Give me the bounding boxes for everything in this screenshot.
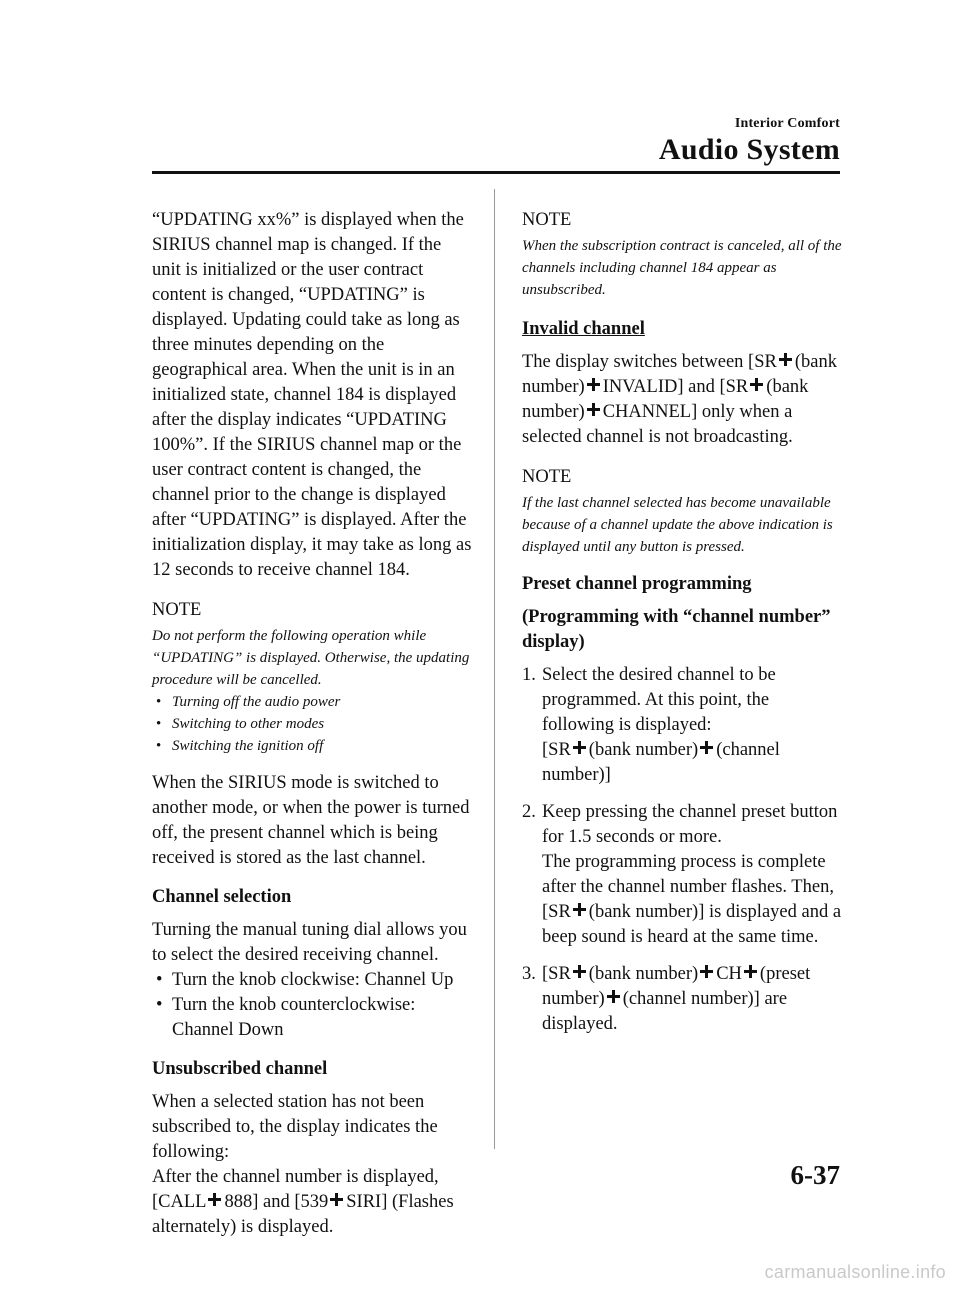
chapter-title: Audio System xyxy=(658,133,840,166)
step-text: Select the desired channel to be programmed. At this point, the following is displayed: xyxy=(542,665,776,735)
text-run: SIRI] (Flashes alternately) is displayed. xyxy=(152,1192,454,1237)
step-text: Keep pressing the channel preset button for 1.5 seconds or more. xyxy=(542,802,838,847)
step-item xyxy=(522,663,842,788)
text-run: (bank number)] is displayed and a beep sound is heard at the same time. xyxy=(542,902,842,947)
note-list-item: • Switching to other modes xyxy=(152,713,474,735)
step-number: 1. xyxy=(522,665,536,685)
left-column xyxy=(152,208,474,1250)
note-block xyxy=(152,625,474,757)
steps-list xyxy=(522,663,842,1037)
step-number: 2. xyxy=(522,802,536,822)
updating-paragraph: “UPDATING xx%” is displayed when the SIRIUS channel map is changed. If the unit is initialized or the user contract content is changed, “UPDATING” is displayed. Updating could take as long as three minutes depending on the geographical area. When the unit is in an initialized state, channel 184 is displayed after the display indicates “UPDATING 100%”. If the SIRIUS channel map or the user contract content is changed, the channel prior to the change is displayed after “UPDATING” is displayed. After the initialization display, it may take as long as 12 seconds to receive channel 184. xyxy=(152,210,472,580)
text-run: After the channel number is displayed, [CALL xyxy=(152,1167,439,1212)
text-run: 888] and [539 xyxy=(224,1192,329,1212)
note-label: NOTE xyxy=(522,467,572,487)
text-run: The display switches between [SR xyxy=(522,352,777,372)
text-run: (bank number) xyxy=(522,352,837,397)
plus-icon xyxy=(779,353,792,366)
note-list-item: • Switching the ignition off xyxy=(152,735,474,757)
mode-switch-paragraph: When the SIRIUS mode is switched to another mode, or when the power is turned off, the present channel which is being received is stored as the last channel. xyxy=(152,773,470,868)
plus-icon xyxy=(744,965,757,978)
bullet-list xyxy=(152,968,474,1043)
text-run: (bank number) xyxy=(522,377,809,422)
plus-icon xyxy=(750,378,763,391)
note-text: If the last channel selected has become unavailable because of a channel update the above indication is displayed until any button is pressed. xyxy=(522,495,833,555)
text-run: (channel number)] are displayed. xyxy=(542,989,788,1034)
bullet-item: • Turn the knob clockwise: Channel Up xyxy=(152,968,474,993)
preset-programming-heading: Preset channel programming xyxy=(522,574,752,594)
plus-icon xyxy=(208,1193,221,1206)
note-text: Do not perform the following operation while “UPDATING” is displayed. Otherwise, the updating procedure will be cancelled. xyxy=(152,628,470,688)
step-number: 3. xyxy=(522,964,536,984)
call-display-paragraph xyxy=(152,1165,474,1240)
text-run: (channel number)] xyxy=(542,740,780,785)
step-item xyxy=(522,800,842,950)
plus-icon xyxy=(587,378,600,391)
page-header xyxy=(659,116,840,167)
step-item xyxy=(522,962,842,1037)
unsubscribed-paragraph: When a selected station has not been subscribed to, the display indicates the following: xyxy=(152,1092,438,1162)
note-list-item: • Turning off the audio power xyxy=(152,691,474,713)
page-number: 6-37 xyxy=(790,1160,840,1190)
plus-icon xyxy=(573,741,586,754)
invalid-channel-paragraph xyxy=(522,350,842,450)
text-run: [SR xyxy=(542,902,571,922)
text-run: CH xyxy=(716,964,742,984)
section-label: Interior Comfort xyxy=(734,116,840,131)
watermark-text: carmanualsonline.info xyxy=(764,1262,946,1282)
text-run: (bank number) xyxy=(588,964,699,984)
text-run: INVALID] and [SR xyxy=(602,377,749,397)
plus-icon xyxy=(607,990,620,1003)
plus-icon xyxy=(573,903,586,916)
note-text: When the subscription contract is canceled, all of the channels including channel 184 appear as unsubscribed. xyxy=(522,238,842,298)
note-label: NOTE xyxy=(522,210,572,230)
plus-icon xyxy=(700,741,713,754)
text-run: (bank number) xyxy=(588,740,699,760)
note-label: NOTE xyxy=(152,600,202,620)
plus-icon xyxy=(700,965,713,978)
invalid-channel-heading: Invalid channel xyxy=(522,319,645,339)
unsubscribed-heading: Unsubscribed channel xyxy=(152,1059,328,1079)
text-run: (preset number) xyxy=(542,964,811,1009)
plus-icon xyxy=(330,1193,343,1206)
note-list xyxy=(152,691,474,757)
programming-subheading: (Programming with “channel number” display) xyxy=(522,607,831,652)
right-column xyxy=(522,208,842,1049)
step-text: The programming process is complete after the channel number flashes. Then, xyxy=(542,852,834,897)
channel-selection-paragraph: Turning the manual tuning dial allows you to select the desired receiving channel. xyxy=(152,920,467,965)
channel-selection-heading: Channel selection xyxy=(152,887,292,907)
header-rule xyxy=(152,171,840,174)
text-run: [SR xyxy=(542,964,571,984)
text-run: CHANNEL] only when a selected channel is not broadcasting. xyxy=(522,402,793,447)
plus-icon xyxy=(573,965,586,978)
plus-icon xyxy=(587,403,600,416)
text-run: [SR xyxy=(542,740,571,760)
bullet-item: • Turn the knob counterclockwise: Channel Down xyxy=(152,993,474,1043)
column-divider xyxy=(494,189,495,1149)
